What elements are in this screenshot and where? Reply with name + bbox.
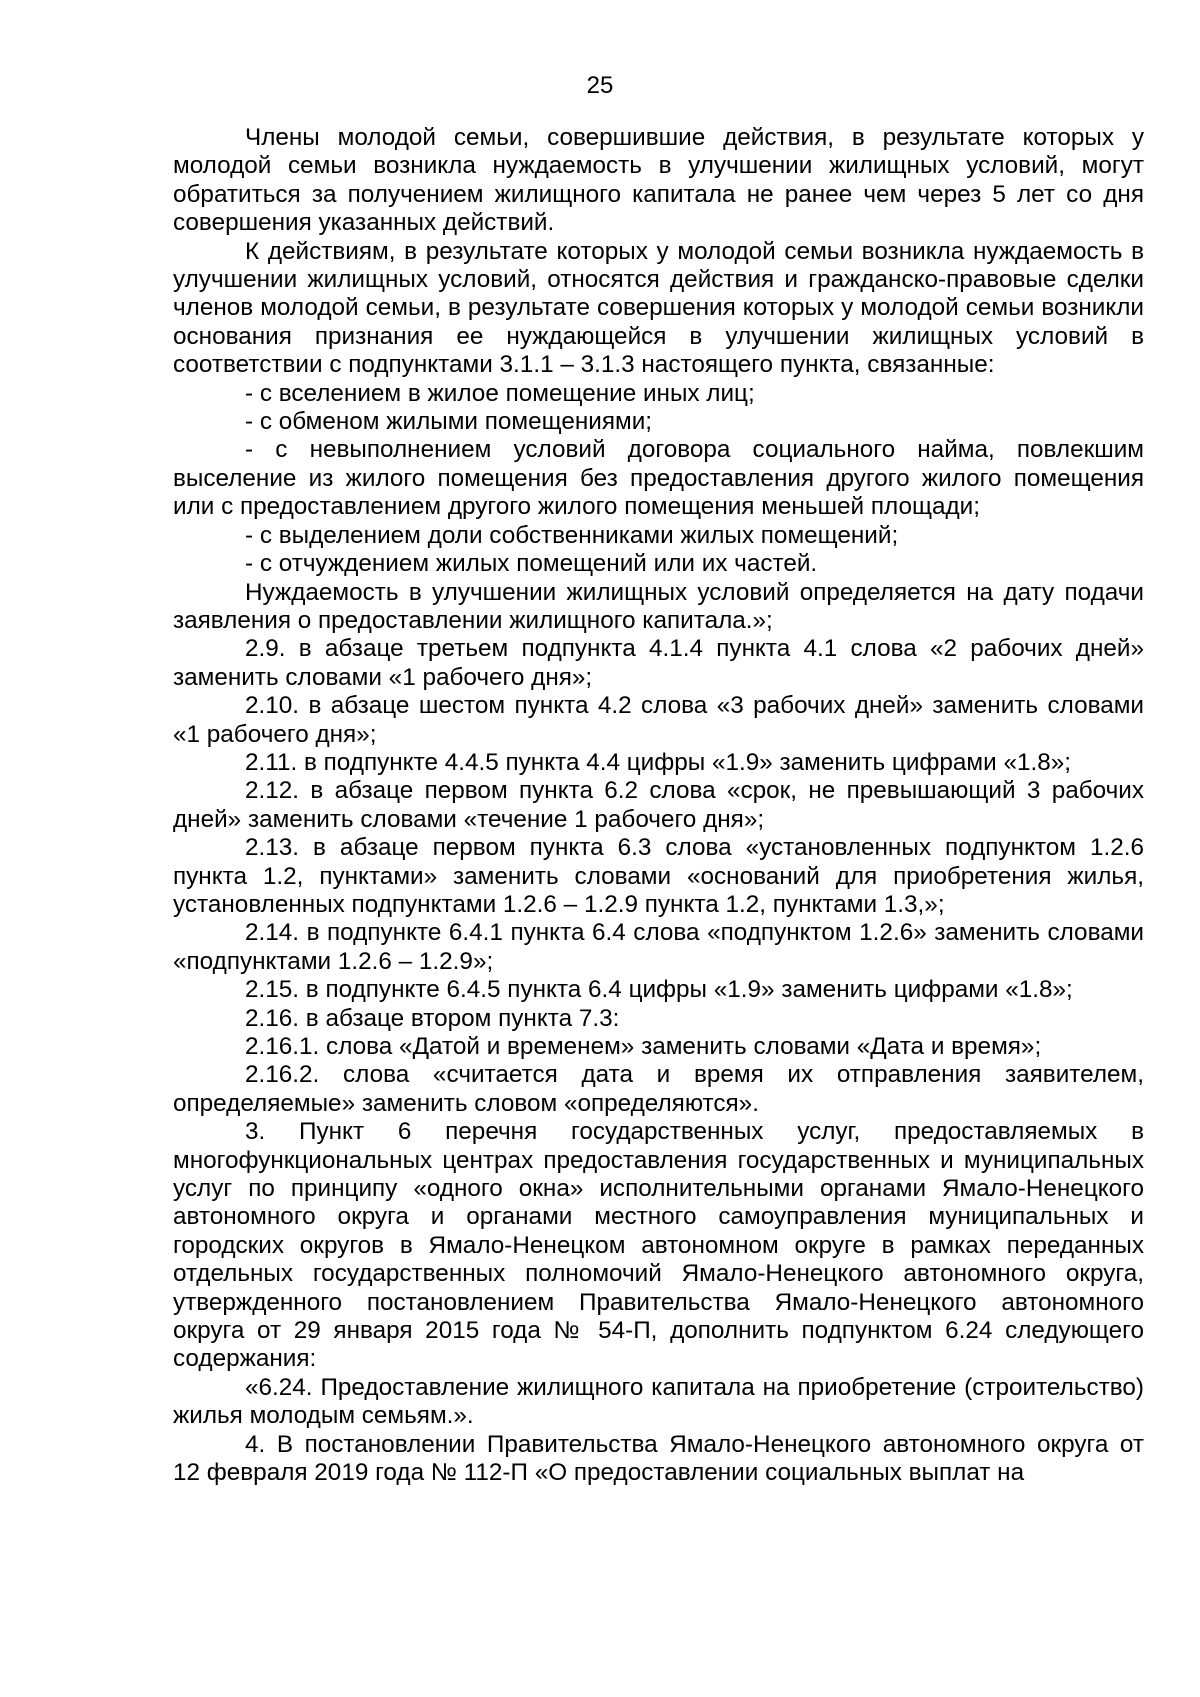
clause-2-16-2: 2.16.2. слова «считается дата и время их отправления заявителем, определяемые» заменить словом «определяются». bbox=[173, 1061, 1144, 1117]
clause-2-9: 2.9. в абзаце третьем подпункта 4.1.4 пункта 4.1 слова «2 рабочих дней» заменить словами «1 рабочего дня»; bbox=[173, 635, 1144, 691]
list-item-inhabitation: - с вселением в жилое помещение иных лиц; bbox=[245, 379, 755, 407]
list-item-share-allocation: - с выделением доли собственниками жилых помещений; bbox=[245, 521, 899, 549]
clause-2-10: 2.10. в абзаце шестом пункта 4.2 слова «3 рабочих дней» заменить словами «1 рабочего дня»; bbox=[173, 692, 1144, 748]
clause-2-15: 2.15. в подпункте 6.4.5 пункта 6.4 цифры «1.9» заменить цифрами «1.8»; bbox=[245, 976, 1073, 1004]
clause-2-16: 2.16. в абзаце втором пункта 7.3: bbox=[245, 1004, 620, 1032]
clause-4: 4. В постановлении Правительства Ямало-Ненецкого автономного округа от 12 февраля 2019 года № 112-П «О предоставлении социальных выплат на bbox=[173, 1430, 1144, 1487]
clause-2-14: 2.14. в подпункте 6.4.1 пункта 6.4 слова «подпунктом 1.2.6» заменить словами «подпунктами 1.2.6 – 1.2.9»; bbox=[173, 919, 1144, 975]
document-body bbox=[173, 124, 1144, 1488]
clause-3: 3. Пункт 6 перечня государственных услуг, предоставляемых в многофункциональных центрах предоставления государственных и муниципальных услуг по принципу «одного окна» исполнительными органами Ямало-Ненецкого автономного округа и органами местного самоуправления муниципальных и городских округов в Ямало-Ненецком автономном округе в рамках переданных отдельных государственных полномочий Ямало-Ненецкого автономного округа, утвержденного постановлением Правительства Ямало-Ненецкого автономного округа от 29 января 2015 года № 54-П, дополнить подпунктом 6.24 следующего содержания: bbox=[173, 1118, 1144, 1373]
paragraph-1: Члены молодой семьи, совершившие действия, в результате которых у молодой семьи возникла нуждаемость в улучшении жилищных условий, могут обратиться за получением жилищного капитала не ранее чем через 5 лет со дня совершения указанных действий. bbox=[173, 124, 1144, 237]
list-item-alienation: - с отчуждением жилых помещений или их частей. bbox=[245, 550, 818, 578]
page-number: 25 bbox=[586, 72, 614, 99]
clause-6-24-quote: «6.24. Предоставление жилищного капитала на приобретение (строительство) жилья молодым семьям.». bbox=[173, 1373, 1144, 1430]
paragraph-need-date: Нуждаемость в улучшении жилищных условий определяется на дату подачи заявления о предоставлении жилищного капитала.»; bbox=[173, 578, 1144, 634]
list-item-eviction: - с невыполнением условий договора социального найма, повлекшим выселение из жилого помещения без предоставления другого жилого помещения или с предоставлением другого жилого помещения меньшей площади; bbox=[173, 436, 1144, 521]
list-item-exchange: - с обменом жилыми помещениями; bbox=[245, 408, 653, 436]
paragraph-2: К действиям, в результате которых у молодой семьи возникла нуждаемость в улучшении жилищных условий, относятся действия и гражданско-правовые сделки членов молодой семьи, в результате совершения которых у молодой семьи возникли основания признания ее нуждающейся в улучшении жилищных условий в соответствии с подпунктами 3.1.1 – 3.1.3 настоящего пункта, связанные: bbox=[173, 237, 1144, 379]
clause-2-13: 2.13. в абзаце первом пункта 6.3 слова «установленных подпунктом 1.2.6 пункта 1.2, пунктами» заменить словами «оснований для приобретения жилья, установленных подпунктами 1.2.6 – 1.2.9 пункта 1.2, пунктами 1.3,»; bbox=[173, 834, 1144, 918]
clause-2-11: 2.11. в подпункте 4.4.5 пункта 4.4 цифры «1.9» заменить цифрами «1.8»; bbox=[245, 748, 1071, 776]
clause-2-12: 2.12. в абзаце первом пункта 6.2 слова «срок, не превышающий 3 рабочих дней» заменить словами «течение 1 рабочего дня»; bbox=[173, 777, 1144, 833]
clause-2-16-1: 2.16.1. слова «Датой и временем» заменить словами «Дата и время»; bbox=[245, 1033, 1042, 1060]
